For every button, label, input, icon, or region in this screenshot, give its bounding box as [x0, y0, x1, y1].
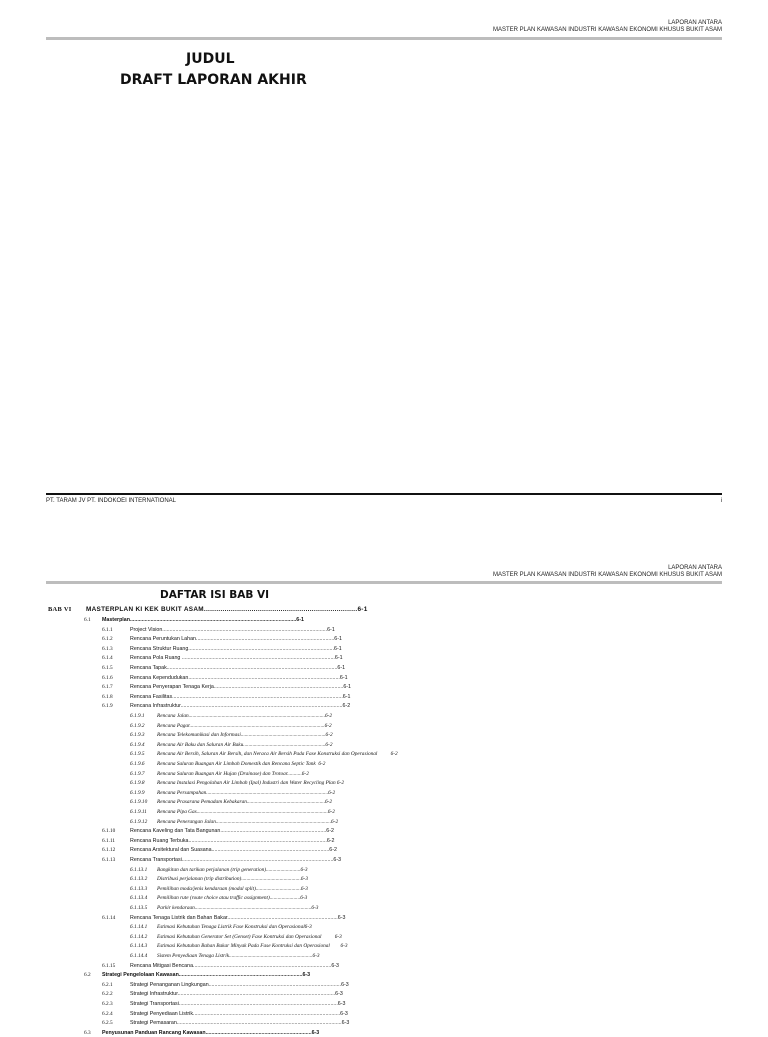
toc-entry-label: Rencana Infrastruktur..............................................................................................................6-2 — [130, 703, 351, 710]
toc-entry-number: 6.1.9.10 — [130, 799, 148, 806]
toc-entry-number: 6.1.13.3 — [130, 885, 148, 892]
toc-entry-number: 6.1.5 — [102, 665, 113, 671]
toc-entry-label: Rencana Persampahan............................................................................................6-2 — [157, 789, 336, 796]
toc-entry-label: Rencana Arsitektural dan Suasana................................................................................6-2 — [130, 847, 337, 854]
toc-entry-number: 6.1.10 — [102, 828, 116, 835]
toc-entry-label: Rencana Prasarana Pemadam Kebakaran...........................................................6-2 — [157, 799, 333, 806]
toc-entry-label: MASTERPLAN KI KEK BUKIT ASAM..........................................................................6-1 — [86, 606, 368, 613]
toc-entry-label: Rencana Saluran Buangan Air Limbah Domestik dan Rencana Septic Tank 6-2 — [157, 761, 326, 767]
page-1-header — [493, 20, 722, 34]
footer-page-number: i — [720, 498, 722, 504]
toc-entry-number: 6.1.13.4 — [130, 895, 148, 902]
toc-entry-number: 6.1.4 — [102, 655, 113, 662]
toc-entry-label: Rencana Mitigasi Bencana..............................................................................................6-3 — [130, 962, 340, 969]
toc-entry-number: 6.1.13 — [102, 857, 116, 863]
toc-entry-number: 6.2 — [84, 972, 91, 979]
toc-entry-number: 6.3 — [84, 1029, 91, 1036]
toc-entry-label: Pemilihan moda/jenis kendaraan (modal split)..................................6-3 — [157, 885, 308, 892]
header-report-type: LAPORAN ANTARA — [668, 565, 722, 571]
toc-entry-number: 6.1.9.2 — [130, 722, 145, 729]
toc-entry-label: Bangkitan dan tarikan perjalanan (trip generation)..........................6-3 — [157, 866, 308, 873]
toc-entry-label: Strategi Infrastruktur...........................................................................................................6-3 — [130, 991, 343, 998]
toc-entry-label: Strategi Penanganan Lingkungan..........................................................................................6-3 — [130, 981, 349, 988]
toc-entry-number: 6.1.8 — [102, 693, 113, 700]
footer-company: PT. TARAM JV PT. INDOKOEI INTERNATIONAL — [46, 498, 177, 504]
toc-entry-number: 6.1.7 — [102, 684, 113, 691]
toc-entry-label: Strategi Pengelolaan Kawasan....................................................................................6-3 — [102, 972, 311, 979]
toc-entry-number: 6.1.11 — [102, 837, 116, 844]
toc-entry-number: 6.1.1 — [102, 626, 113, 633]
toc-entry-label: Rencana Ruang Terbuka..............................................................................................6-2 — [130, 837, 335, 844]
toc-entry-number: 6.1.9.6 — [130, 761, 145, 767]
toc-entry-label: Rencana Telekomunikasi dan Informasi................................................................6-2 — [157, 732, 333, 739]
toc-entry-number: 6.1.9.5 — [130, 751, 145, 758]
toc-entry-number: 6.1.2 — [102, 636, 113, 643]
toc-entry-label: Estimasi Kebutuhan Generator Set (Genset) Fase Kontruksi dan Operasional 6-3 — [157, 933, 342, 940]
toc-entry-number: 6.2.5 — [102, 1020, 113, 1027]
toc-entry-number: 6.1.9.7 — [130, 770, 145, 777]
header-report-type: LAPORAN ANTARA — [668, 20, 722, 26]
toc-entry-label: Estimasi Kebutuhan Bahan Bakar Minyak Pada Fase Kontruksi dan Operasional 6-3 — [157, 943, 348, 950]
toc-entry-number: 6.2.3 — [102, 1001, 113, 1007]
toc-entry-label: Rencana Tapak....................................................................................................................6-1 — [130, 665, 346, 671]
toc-entry-label: Masterplan.................................................................................................................6-1 — [102, 617, 304, 623]
toc-entry-label: Rencana Jalan.......................................................................................................6-2 — [157, 713, 333, 719]
toc-entry-number: 6.1 — [84, 617, 91, 623]
toc-entry-label: Rencana Penerangan Jalan.......................................................................................6-2 — [157, 818, 339, 825]
toc-entry-label: Strategi Penyediaan Listrik....................................................................................................6-3 — [130, 1010, 348, 1017]
header-project-title: MASTER PLAN KAWASAN INDUSTRI KAWASAN EKONOMI KHUSUS BUKIT ASAM — [492, 572, 722, 578]
toc-entry-number: 6.1.9.9 — [130, 789, 145, 796]
toc-entry-label: Rencana Pipa Gas...................................................................................................6-2 — [157, 809, 335, 815]
page-title-draft: DRAFT LAPORAN AKHIR — [120, 72, 307, 88]
toc-entry-number: 6.1.9.4 — [130, 741, 145, 748]
toc-entry-label: Pemilihan rute (route choice atau traffic assignment).......................6-3 — [157, 895, 308, 902]
toc-entry-number: 6.1.15 — [102, 962, 116, 969]
toc-entry-label: Strategi Pemasaran................................................................................................................6-3 — [130, 1020, 350, 1027]
toc-entry-label: Rencana Kependudukan.......................................................................................................6-1 — [130, 674, 348, 681]
toc-entry-number: 6.1.14.1 — [130, 924, 148, 931]
toc-entry-label: Rencana Struktur Ruang...................................................................................................6-1 — [130, 645, 342, 652]
toc-entry-number: 6.1.14.2 — [130, 933, 148, 940]
toc-entry-number: 6.1.6 — [102, 674, 113, 681]
toc-entry-label: Rencana Peruntukan Lahan..............................................................................................6-1 — [130, 636, 342, 643]
toc-entry-number: 6.1.14.4 — [130, 953, 148, 959]
toc-entry-number: 6.1.13.1 — [130, 866, 148, 873]
toc-entry-number: 6.1.13.5 — [130, 905, 148, 911]
page-2-header — [493, 565, 722, 579]
toc-entry-number: 6.1.12 — [102, 847, 116, 854]
toc-entry-number: 6.2.1 — [102, 981, 113, 988]
toc-entry-label: Distribusi perjalanan (trip distribution).............................................6-3 — [157, 876, 308, 883]
toc-entry-number: 6.1.9.1 — [130, 713, 145, 719]
toc-entry-number: 6.1.3 — [102, 645, 113, 652]
header-project-title: MASTER PLAN KAWASAN INDUSTRI KAWASAN EKONOMI KHUSUS BUKIT ASAM — [492, 27, 722, 33]
footer-divider — [46, 493, 722, 495]
page-1-footer — [46, 498, 722, 504]
toc-entry-number: 6.1.9 — [102, 703, 113, 710]
toc-entry-number: 6.1.9.8 — [130, 780, 145, 787]
toc-entry-label: Rencana Pagar......................................................................................................6-2 — [157, 722, 332, 729]
toc-entry-number: 6.2.4 — [102, 1010, 113, 1017]
toc-entry-label: Rencana Air Baku dan Saluran Air Baku..............................................................6-2 — [157, 741, 333, 748]
page-1-title-block — [120, 50, 307, 89]
toc-entry-label: Rencana Pola Ruang ........................................................................................................6-1 — [130, 655, 343, 662]
toc-title: DAFTAR ISI BAB VI — [160, 589, 270, 601]
toc-entry-number: 6.2.2 — [102, 991, 113, 998]
toc-entry-label: Rencana Kaveling dan Tata Bangunan........................................................................6-2 — [130, 828, 334, 835]
toc-entry-label: Parkir kendaraan........................................................................................6-3 — [157, 905, 319, 911]
page-title-judul: JUDUL — [186, 51, 235, 67]
toc-entry-number: 6.1.14.3 — [130, 943, 148, 950]
header-divider — [46, 37, 722, 40]
toc-entry-label: Rencana Transportasi.......................................................................................................6-3 — [130, 857, 342, 863]
toc-entry-label: Rencana Penyerapan Tenaga Kerja........................................................................................6-1 — [130, 684, 351, 691]
toc-entry-number: 6.1.9.12 — [130, 818, 148, 825]
toc-entry-label: Estimasi Kebutuhan Tenaga Listrik Fase Konstruksi dan Operasional6-3 — [157, 924, 312, 931]
toc-entry-label: Rencana Fasilitas....................................................................................................................6-1 — [130, 693, 351, 700]
toc-entry-label: Project Vision................................................................................................................6-1 — [130, 626, 335, 633]
toc-entry-label: Penyusunan Panduan Rancang Kawasan........................................................................6-3 — [102, 1029, 320, 1036]
toc-entry-label: Sistem Penyediaan Tenaga Listrik...............................................................6-3 — [157, 953, 320, 959]
toc-entry-number: 6.1.9.11 — [130, 809, 147, 815]
toc-entry-label: Strategi Transportasi............................................................................................................6-3 — [130, 1001, 346, 1007]
toc-entry-label: Rencana Instalasi Pengolahan Air Limbah (Ipal) Industri dan Water Recycling Plan 6-2 — [157, 780, 344, 787]
toc-entry-number: 6.1.14 — [102, 914, 116, 921]
toc-entry-number: 6.1.9.3 — [130, 732, 145, 739]
toc-entry-label: Rencana Air Bersih, Saluran Air Bersih, dan Neraca Air Bersih Pada Fase Konstruksi dan Operasional 6-2 — [157, 751, 398, 758]
header-divider — [46, 581, 722, 584]
toc-entry-label: Rencana Tenaga Listrik dan Bahan Bakar...........................................................................6-3 — [130, 914, 346, 921]
toc-entry-number: BAB VI — [48, 606, 72, 613]
toc-entry-label: Rencana Saluran Buangan Air Hujan (Drainase) dan Trotoar...........6-2 — [157, 770, 309, 777]
toc-entry-number: 6.1.13.2 — [130, 876, 148, 883]
